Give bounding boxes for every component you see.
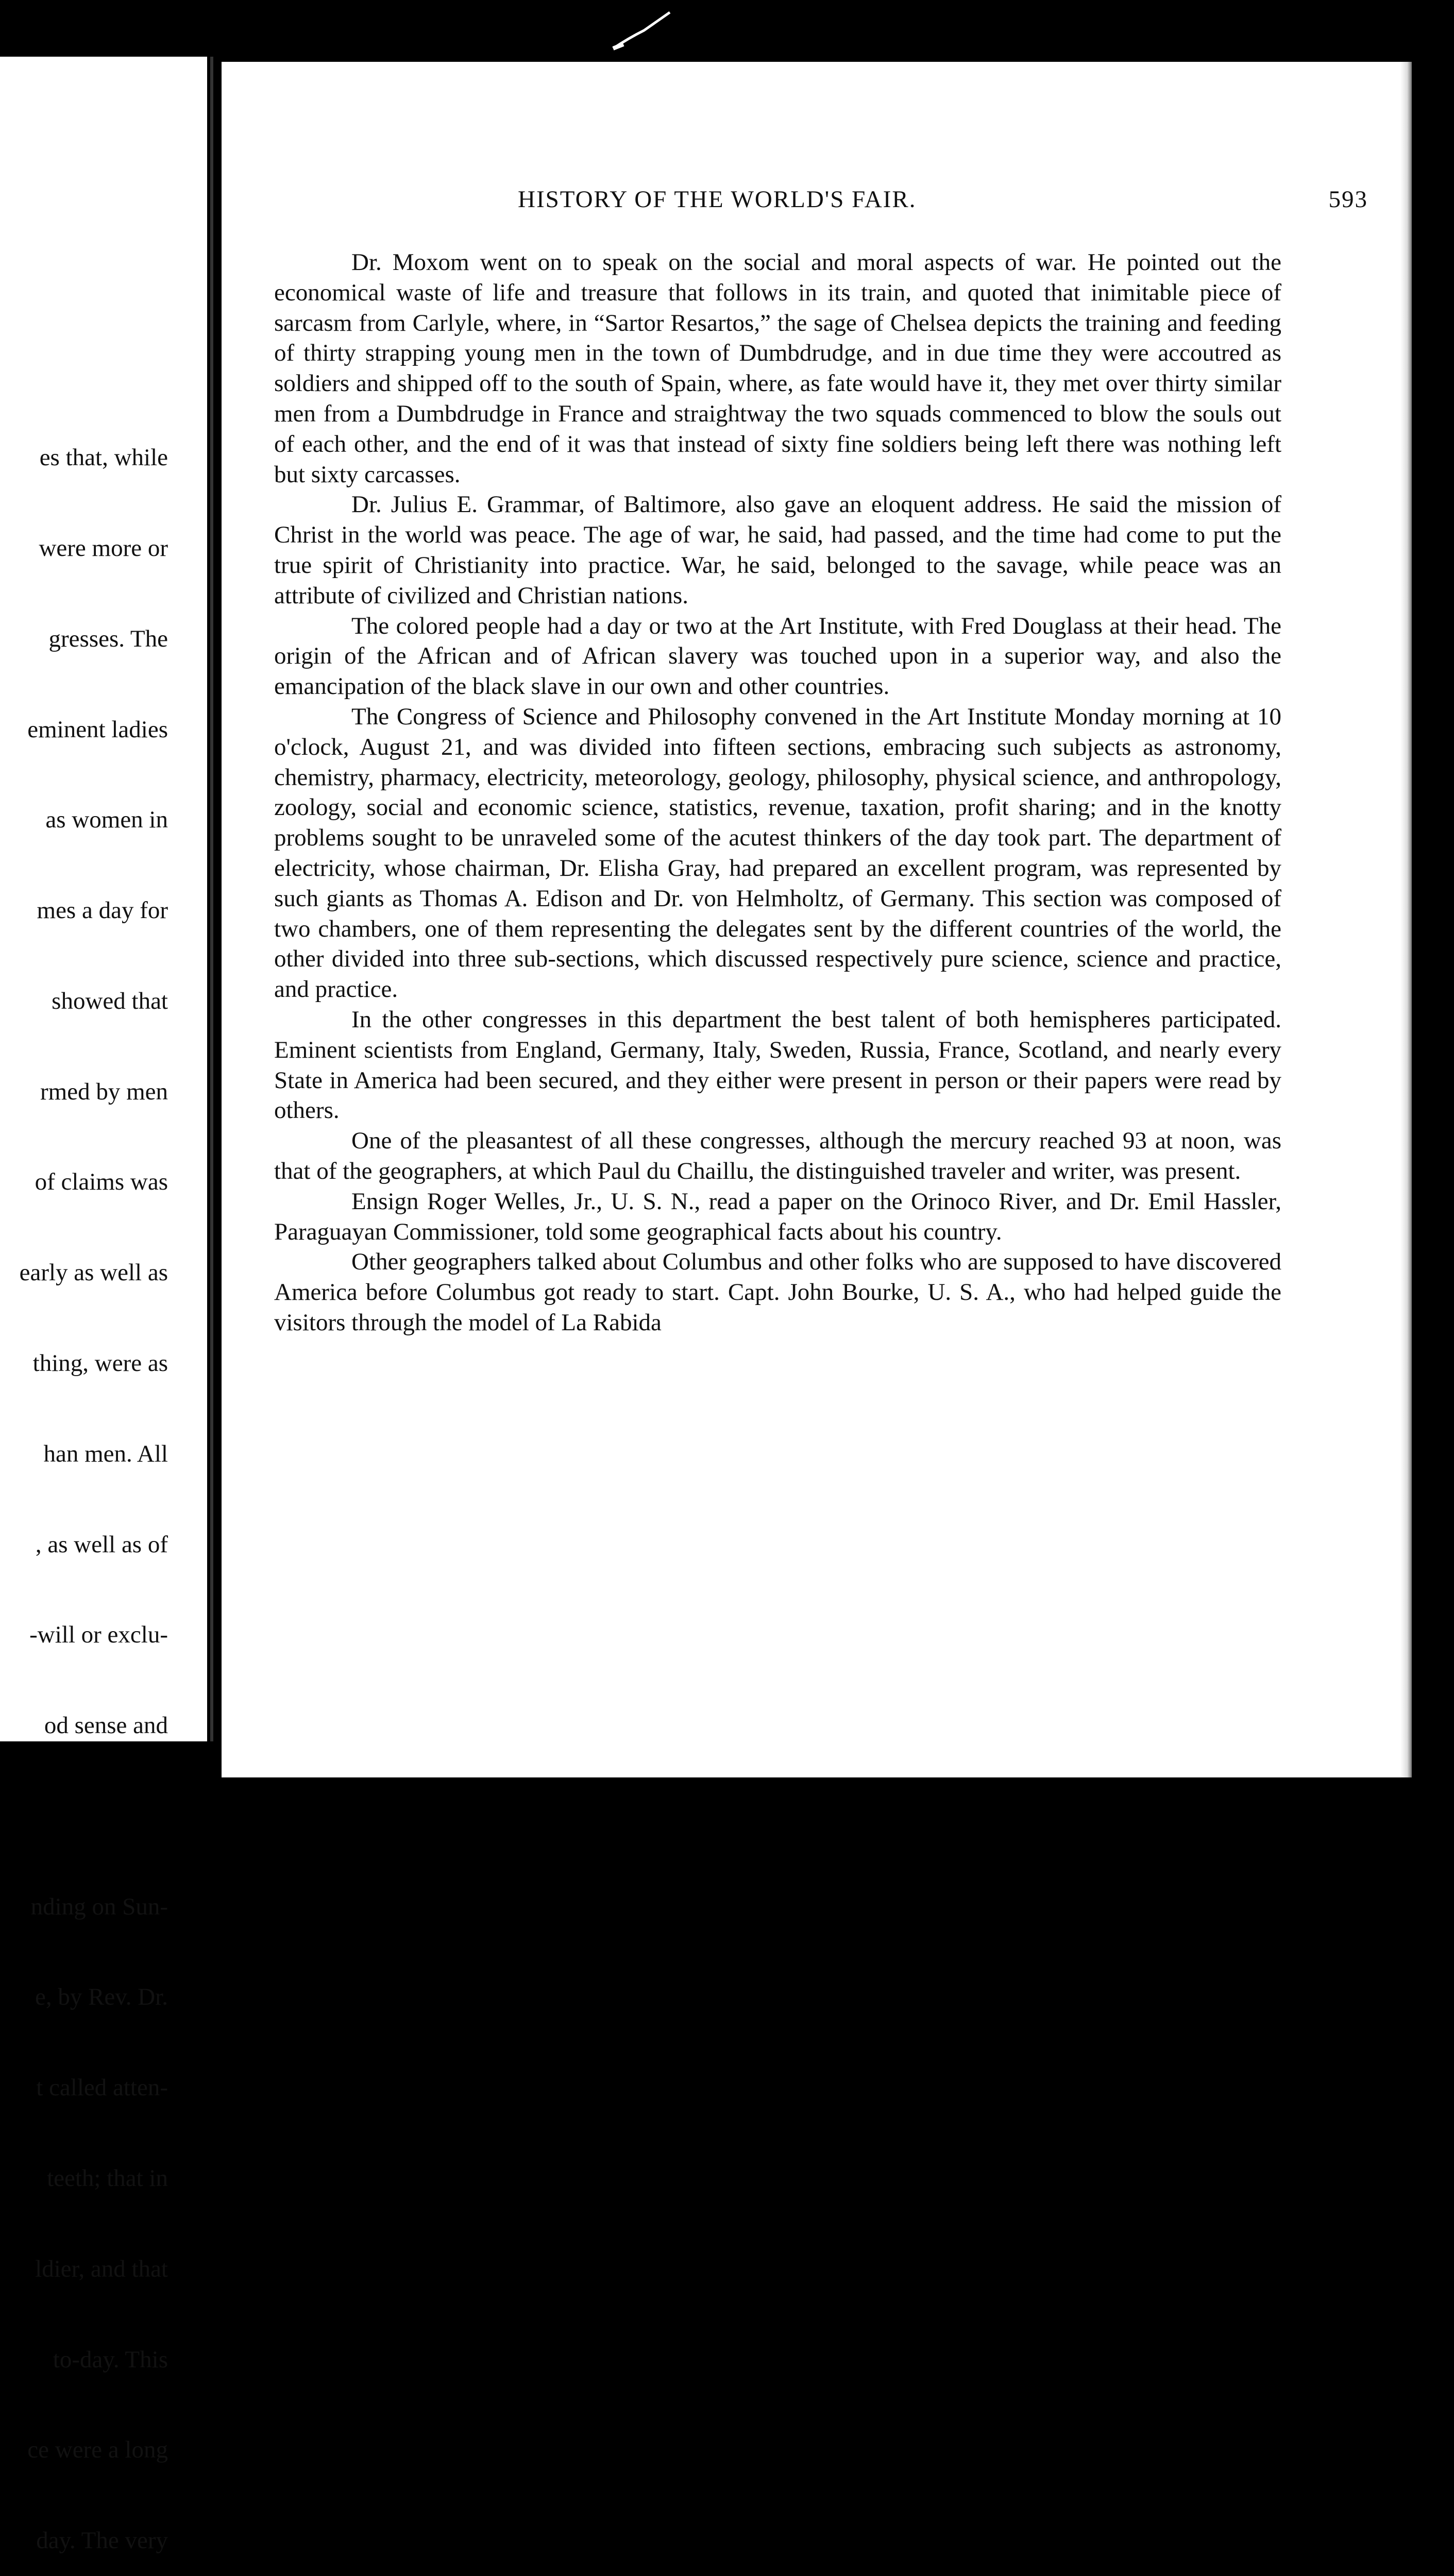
facing-line: rmed by men: [40, 1078, 168, 1105]
paragraph-other-congresses: In the other congresses in this department the best talent of both hemispheres participated. Eminent scientists from England, Germany, Italy, Sweden, Russia, France, Scotland, and nearly every State in America had been secured, and they either were present in person or their papers were read by others.: [274, 1006, 1281, 1124]
facing-line: of claims was: [35, 1168, 168, 1196]
paragraph-grammar: Dr. Julius E. Grammar, of Baltimore, also gave an eloquent address. He said the mission of Christ in the world was peace. The age of war, he said, had passed, and the time had come to put the true spirit of Christianity into practice. War, he said, belonged to the savage, while peace was an attribute of civilized and Christian nations.: [274, 491, 1281, 609]
facing-line: were more or: [39, 534, 168, 562]
facing-line: , as well as of: [35, 1531, 168, 1558]
facing-line-gap: [20, 1801, 168, 1832]
scan-artifact: [608, 7, 680, 54]
facing-line: e, by Rev. Dr.: [35, 1984, 168, 2011]
facing-line: thing, were as: [32, 1350, 168, 1377]
facing-line: teeth; that in: [47, 2165, 168, 2192]
paragraph-science-congress: The Congress of Science and Philosophy convened in the Art Institute Monday morning at 10 o'clock, August 21, and was divided into fifteen sections, embracing such subjects as astronomy, chemistry, pharmacy, electricity, meteorology, geology, philosophy, physical science, and anthropology, zoology, social and economic science, statistics, revenue, taxation, profit sharing; and in the knotty problems sought to be unraveled some of the acutest thinkers of the day took part. The department of electricity, whose chairman, Dr. Elisha Gray, had prepared an excellent program, was represented by such giants as Thomas A. Edison and Dr. von Helmholtz, of Germany. This section was composed of two chambers, one of them representing the delegates sent by the different countries of the world, the other divided into three sub-sections, which discussed respectively pure science, science and practice, and practice.: [274, 703, 1281, 1003]
facing-line: ce were a long: [27, 2436, 168, 2464]
book-page: [222, 62, 1412, 1777]
facing-line: day. The very: [36, 2527, 168, 2554]
facing-line: ldier, and that: [35, 2255, 168, 2282]
page-number: 593: [1328, 186, 1368, 213]
body-text: [274, 247, 1281, 1338]
facing-line: t called atten-: [36, 2074, 168, 2102]
facing-line: as women in: [45, 806, 168, 834]
page-edge-line: [210, 57, 213, 1741]
facing-line: early as well as: [19, 1259, 168, 1286]
facing-line: od sense and: [44, 1712, 168, 1739]
facing-line: han men. All: [43, 1440, 168, 1467]
book-gutter: [207, 57, 222, 1741]
facing-line: to-day. This: [53, 2346, 168, 2373]
paragraph-moxom: Dr. Moxom went on to speak on the social and moral aspects of war. He pointed out the economical waste of life and treasure that follows in its train, and quoted that inimitable piece of sarcasm from Carlyle, where, in “Sartor Resartos,” the sage of Chelsea depicts the training and feeding of thirty strapping young men in the town of Dumbdrudge, and in due time they were accoutred as soldiers and shipped off to the south of Spain, where, as fate would have it, they met over thirty similar men from a Dumbdrudge in France and straightway the two squads commenced to blow the souls out of each other, and the end of it was that instead of sixty fine soldiers being left there was nothing left but sixty carcasses.: [274, 249, 1281, 488]
paragraph-colored-people: The colored people had a day or two at the Art Institute, with Fred Douglass at their head. The origin of the African and of African slavery was touched upon in a superior way, and also the emancipation of the black slave in our own and other countries.: [274, 612, 1281, 700]
paragraph-welles: Ensign Roger Welles, Jr., U. S. N., read a paper on the Orinoco River, and Dr. Emil Hassler, Paraguayan Commissioner, told some geographical facts about his country.: [274, 1188, 1281, 1245]
facing-line: es that, while: [39, 444, 168, 471]
paragraph-geographers: One of the pleasantest of all these congresses, although the mercury reached 93 at noon, was that of the geographers, at which Paul du Chaillu, the distinguished traveler and writer, was present.: [274, 1127, 1281, 1184]
facing-page-text: [20, 382, 168, 2576]
paragraph-columbus: Other geographers talked about Columbus and other folks who are supposed to have discovered America before Columbus got ready to start. Capt. John Bourke, U. S. A., who had helped guide the visitors through the model of La Rabida: [274, 1248, 1281, 1336]
facing-page: [0, 57, 207, 2554]
facing-line: -will or exclu-: [29, 1621, 168, 1649]
facing-line: eminent ladies: [27, 716, 168, 743]
facing-line: showed that: [52, 987, 168, 1014]
facing-line: gresses. The: [48, 625, 168, 652]
facing-line: nding on Sun-: [30, 1893, 168, 1920]
running-head-title: HISTORY OF THE WORLD'S FAIR.: [518, 186, 917, 213]
facing-line: mes a day for: [37, 897, 168, 924]
page-right-shadow: [1400, 62, 1412, 1777]
